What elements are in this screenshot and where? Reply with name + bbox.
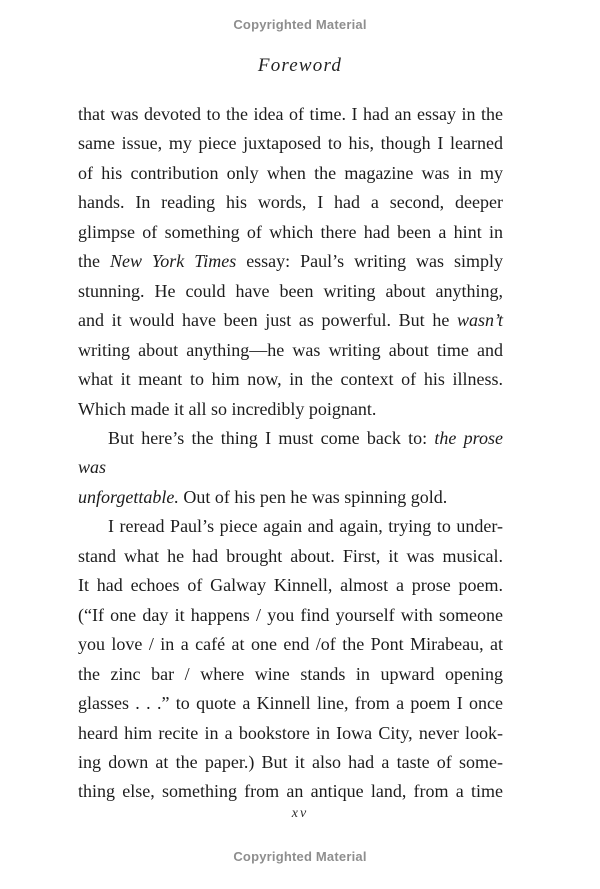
text-line — [78, 129, 503, 158]
body-text — [78, 100, 503, 807]
text-line — [78, 306, 503, 335]
text-segment: (“If one day it happens / you find yourself with someone — [78, 604, 503, 625]
text-segment: Out of his pen he was spinning gold. — [178, 486, 448, 507]
text-line — [78, 188, 503, 217]
text-line — [78, 395, 503, 424]
text-segment: you love / in a café at one end /of the Pont Mirabeau, at — [78, 634, 503, 655]
text-segment: the — [78, 251, 110, 272]
text-segment: and it would have been just as powerful. But he — [78, 310, 457, 331]
text-line — [78, 424, 503, 483]
text-segment: Which made it all so incredibly poignant. — [78, 398, 377, 419]
text-segment: that was devoted to the idea of time. I had an essay in the — [78, 104, 503, 124]
text-line — [78, 159, 503, 188]
text-segment: heard him recite in a bookstore in Iowa City, never look- — [78, 722, 503, 743]
italic-text-segment: wasn’t — [456, 310, 503, 331]
text-line — [78, 748, 503, 777]
italic-text-segment: unforgettable. — [78, 486, 179, 507]
text-line — [78, 336, 503, 365]
text-segment: It had echoes of Galway Kinnell, almost a prose poem. — [78, 575, 503, 596]
text-segment: writing about anything—he was writing about time and — [78, 339, 503, 360]
italic-text-segment: New York Times — [109, 251, 237, 272]
text-segment: what it meant to him now, in the context of his illness. — [78, 369, 503, 390]
text-line — [78, 365, 503, 394]
text-line — [78, 512, 503, 541]
text-line — [78, 247, 503, 276]
text-line — [78, 218, 503, 247]
text-line — [78, 689, 503, 718]
text-line — [78, 100, 503, 129]
copyright-notice-bottom: Copyrighted Material — [233, 849, 367, 864]
text-line — [78, 277, 503, 306]
text-segment: hands. In reading his words, I had a second, deeper — [78, 192, 503, 213]
text-line — [78, 630, 503, 659]
text-segment: I reread Paul’s piece again and again, trying to under- — [108, 516, 503, 537]
page-number: xv — [291, 806, 309, 821]
text-segment: glasses . . .” to quote a Kinnell line, from a poem I once — [78, 693, 503, 714]
chapter-heading: Foreword — [257, 55, 343, 76]
text-line — [78, 601, 503, 630]
text-segment: glimpse of something of which there had been a hint in — [78, 221, 503, 242]
text-line — [78, 483, 503, 512]
text-segment: stunning. He could have been writing about anything, — [78, 280, 503, 301]
italic-text-segment: the prose was — [78, 427, 503, 478]
text-segment: ing down at the paper.) But it also had a taste of some- — [78, 751, 503, 772]
copyright-notice-top: Copyrighted Material — [233, 17, 367, 32]
text-line — [78, 542, 503, 571]
text-line — [78, 777, 503, 806]
text-segment: But here’s the thing I must come back to: — [108, 427, 435, 448]
text-line — [78, 660, 503, 689]
text-segment: essay: Paul’s writing was simply — [236, 251, 503, 272]
text-segment: of his contribution only when the magazine was in my — [78, 162, 503, 183]
text-line — [78, 719, 503, 748]
text-segment: thing else, something from an antique land, from a time — [78, 781, 503, 802]
text-segment: stand what he had brought about. First, it was musical. — [78, 545, 503, 566]
text-segment: the zinc bar / where wine stands in upward opening — [78, 663, 503, 684]
text-line — [78, 571, 503, 600]
text-segment: same issue, my piece juxtaposed to his, though I learned — [78, 133, 503, 154]
